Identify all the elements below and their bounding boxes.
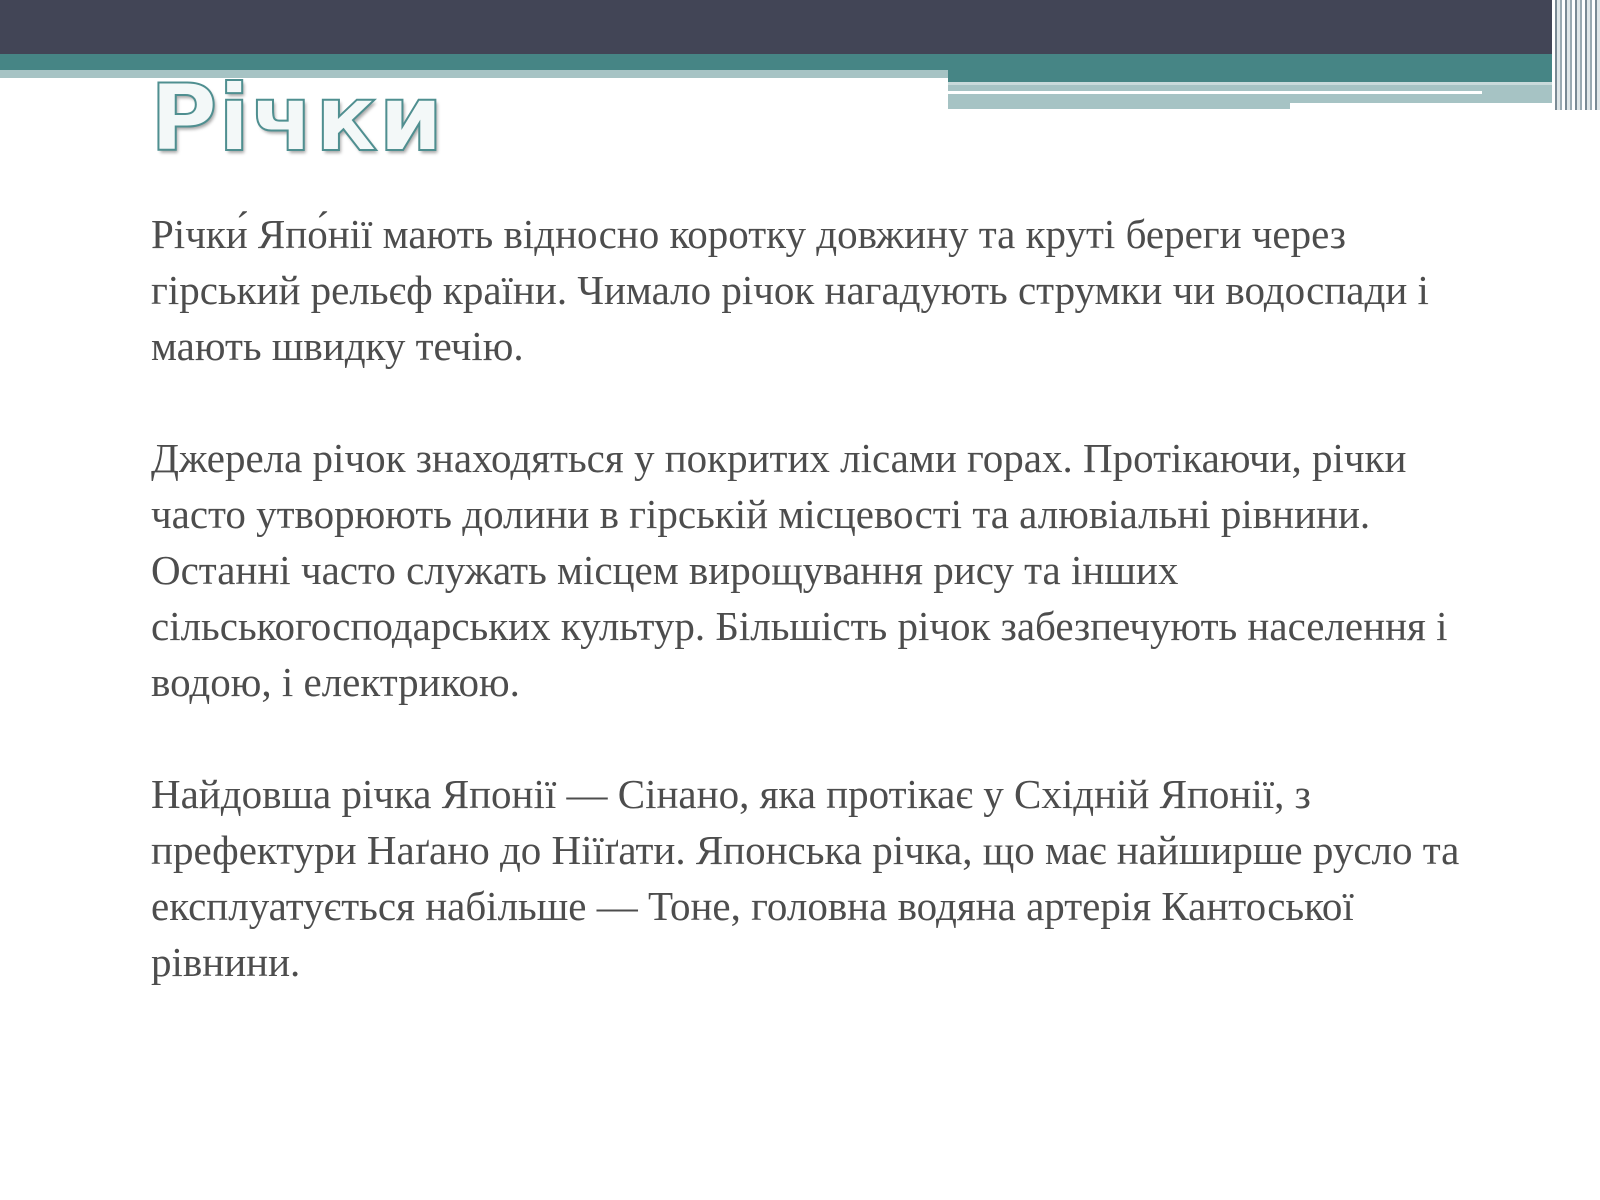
paragraph-rivers-overview: Річки́ Япо́нії мають відносно коротку довжину та круті береги через гірський рельєф країни. Чимало річок нагадують струмки чи водоспади і мають швидку течію. bbox=[151, 211, 1429, 369]
header-bar-dark bbox=[0, 0, 1600, 54]
header-accent-bar-light bbox=[948, 85, 1560, 103]
paragraph-river-sources: Джерела річок знаходяться у покритих лісами горах. Протікаючи, річки часто утворюють долини в гірській місцевості та алювіальні рівнини. Останні часто служать місцем вирощування рису та інших сільськогосподарських культур. Більшість річок забезпечують населення і водою, і електрикою. bbox=[151, 435, 1448, 705]
slide-title: Річки bbox=[150, 65, 445, 172]
header-accent-line-white bbox=[948, 91, 1482, 94]
slide-body bbox=[151, 206, 1491, 1046]
header-bar-light bbox=[0, 70, 948, 78]
header-accent-bar bbox=[948, 70, 1560, 82]
paragraph-longest-river: Найдовша річка Японії — Сінано, яка протікає у Східній Японії, з префектури Наґано до Ніїґати. Японська річка, що має найширше русло та експлуатується набільше — Тоне, головна водяна артерія Кантоської рівнини. bbox=[151, 771, 1460, 985]
corner-stripes bbox=[1552, 0, 1600, 110]
header-accent-bar-short bbox=[948, 103, 1290, 109]
